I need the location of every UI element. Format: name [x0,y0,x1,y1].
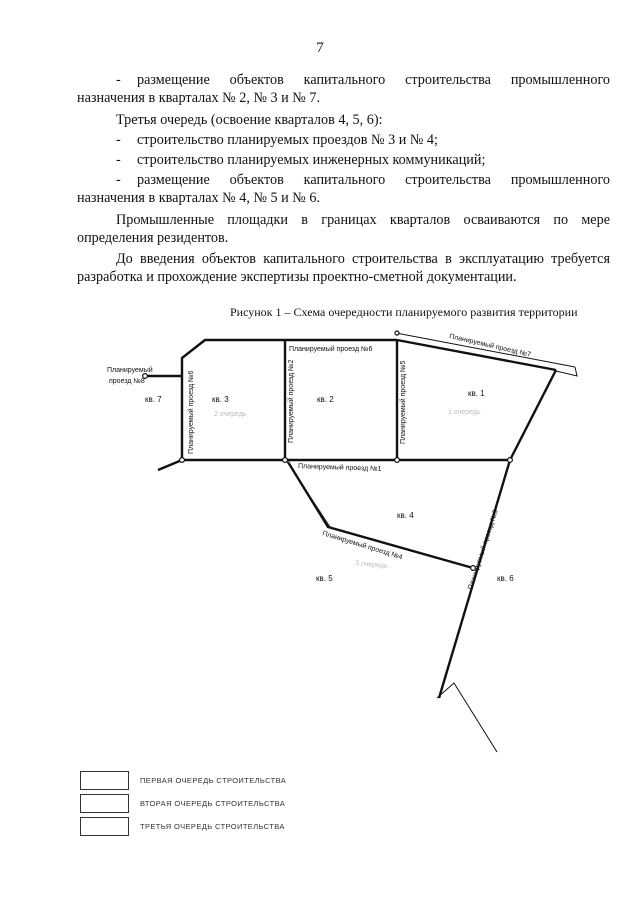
paragraph-line: строительство планируемых инженерных коммуникаций; [137,152,486,168]
paragraph-line: Промышленные площадки в границах кварталов осваиваются по мере [116,212,610,228]
paragraph-line: разработка и прохождение экспертизы проектно-сметной документации. [77,269,517,285]
paragraph-line: определения резидентов. [77,230,229,246]
legend-swatch [80,794,129,813]
legend-swatch [80,771,129,790]
road-label: Планируемый проезд №4 [321,530,404,562]
road-edge [437,683,497,752]
road-edge [396,333,575,367]
road-node [395,331,399,335]
block-label-kv5: кв. 5 [316,574,333,583]
page-number: 7 [316,40,324,56]
queue-label: 2 очередь [214,411,247,418]
legend-label: ТРЕТЬЯ ОЧЕРЕДЬ СТРОИТЕЛЬСТВА [140,822,285,831]
paragraph-line: Третья очередь (освоение кварталов 4, 5, 6): [116,112,383,128]
road-node [283,458,288,463]
road-label: Планируемый [107,367,153,374]
legend-label: ПЕРВАЯ ОЧЕРЕДЬ СТРОИТЕЛЬСТВА [140,776,287,785]
paragraph-line: назначения в кварталах № 2, № 3 и № 7. [77,90,321,106]
paragraph-line: назначения в кварталах № 4, № 5 и № 6. [77,190,321,206]
block-label-kv6: кв. 6 [497,574,514,583]
block-label-kv2: кв. 2 [317,395,334,404]
legend-swatch [80,817,129,836]
queue-label: 1 очередь [448,409,481,416]
road-label: Планируемый проезд №7 [448,333,532,359]
queue-label: 3 очередь [354,560,388,570]
road-label: Планируемый проезд №3 [467,509,500,591]
block-label-kv4: кв. 4 [397,511,414,520]
bullet-dash: - [116,172,121,188]
paragraph-line: размещение объектов капитального строительства промышленного [137,172,610,188]
legend-label: ВТОРАЯ ОЧЕРЕДЬ СТРОИТЕЛЬСТВА [140,799,286,808]
bullet-dash: - [116,72,121,88]
block-label-kv3: кв. 3 [212,395,229,404]
road-proezd-1-west [158,460,182,470]
block-label-kv7: кв. 7 [145,395,162,404]
road-label: Планируемый проезд №6 [188,370,195,454]
bullet-dash: - [116,152,121,168]
road-node [180,458,185,463]
road-quarter1-east [510,370,556,460]
figure-caption: Рисунок 1 – Схема очередности планируемого развития территории [230,305,578,319]
road-edge [556,367,577,376]
road-label: Планируемый проезд №6 [289,346,373,353]
road-label: проезд №8 [109,378,145,385]
road-node [508,458,513,463]
block-label-kv1: кв. 1 [468,389,485,398]
paragraph-line: До введения объектов капитального строительства в эксплуатацию требуется [116,251,610,267]
road-node [395,458,400,463]
paragraph-line: строительство планируемых проездов № 3 и № 4; [137,132,438,148]
road-label: Планируемый проезд №5 [400,360,407,444]
paragraph-line: размещение объектов капитального строительства промышленного [137,72,610,88]
bullet-dash: - [116,132,121,148]
road-label: Планируемый проезд №1 [297,463,382,473]
road-label: Планируемый проезд №2 [288,359,295,443]
